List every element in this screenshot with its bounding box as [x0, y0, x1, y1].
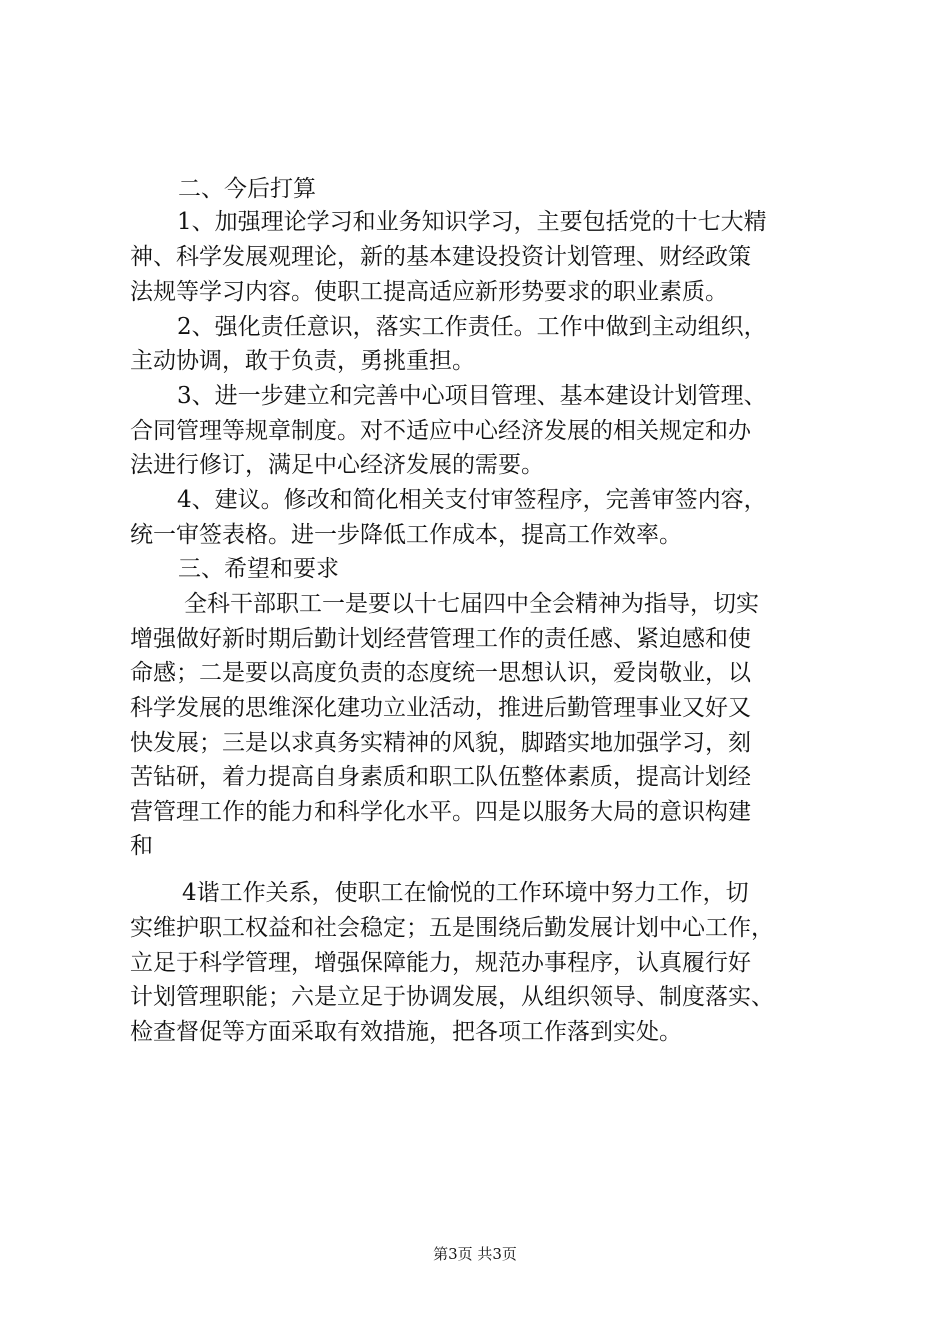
paragraph-line: 全科干部职工一是要以十七届四中全会精神为指导，切实: [184, 591, 759, 617]
paragraph-line: 和: [130, 833, 153, 859]
paragraph-line: 3、进一步建立和完善中心项目管理、基本建设计划管理、: [177, 383, 767, 409]
paragraph-line: 4、建议。修改和简化相关支付审签程序，完善审签内容，: [177, 487, 767, 513]
paragraph-line: 实维护职工权益和社会稳定；五是围绕后勤发展计划中心工作，: [130, 915, 774, 941]
paragraph-line: 立足于科学管理，增强保障能力，规范办事程序，认真履行好: [130, 950, 751, 976]
section-heading: 二、今后打算: [178, 176, 316, 202]
page-number: 第3页 共3页: [433, 1245, 517, 1263]
paragraph-line: 法规等学习内容。使职工提高适应新形势要求的职业素质。: [130, 279, 728, 305]
paragraph-line: 统一审签表格。进一步降低工作成本，提高工作效率。: [130, 522, 682, 548]
paragraph-line: 法进行修订，满足中心经济发展的需要。: [130, 452, 544, 478]
paragraph-line: 营管理工作的能力和科学化水平。四是以服务大局的意识构建: [130, 799, 751, 825]
paragraph-line: 2、强化责任意识，落实工作责任。工作中做到主动组织，: [177, 314, 767, 340]
paragraph-line: 4谐工作关系，使职工在愉悦的工作环境中努力工作，切: [182, 880, 749, 906]
paragraph-line: 神、科学发展观理论，新的基本建设投资计划管理、财经政策: [130, 244, 751, 270]
paragraph-line: 主动协调，敢于负责，勇挑重担。: [130, 348, 475, 374]
paragraph-line: 快发展；三是以求真务实精神的风貌，脚踏实地加强学习，刻: [130, 730, 751, 756]
paragraph-line: 科学发展的思维深化建功立业活动，推进后勤管理事业又好又: [130, 695, 751, 721]
paragraph-line: 合同管理等规章制度。对不适应中心经济发展的相关规定和办: [130, 418, 751, 444]
paragraph-line: 命感；二是要以高度负责的态度统一思想认识，爱岗敬业，以: [130, 660, 751, 686]
paragraph-line: 苦钻研，着力提高自身素质和职工队伍整体素质，提高计划经: [130, 764, 751, 790]
paragraph-line: 计划管理职能；六是立足于协调发展，从组织领导、制度落实、: [130, 984, 774, 1010]
paragraph-line: 检查督促等方面采取有效措施，把各项工作落到实处。: [130, 1019, 682, 1045]
paragraph-line: 增强做好新时期后勤计划经营管理工作的责任感、紧迫感和使: [130, 626, 751, 652]
section-heading: 三、希望和要求: [178, 556, 339, 582]
paragraph-line: 1、加强理论学习和业务知识学习，主要包括党的十七大精: [177, 209, 767, 235]
